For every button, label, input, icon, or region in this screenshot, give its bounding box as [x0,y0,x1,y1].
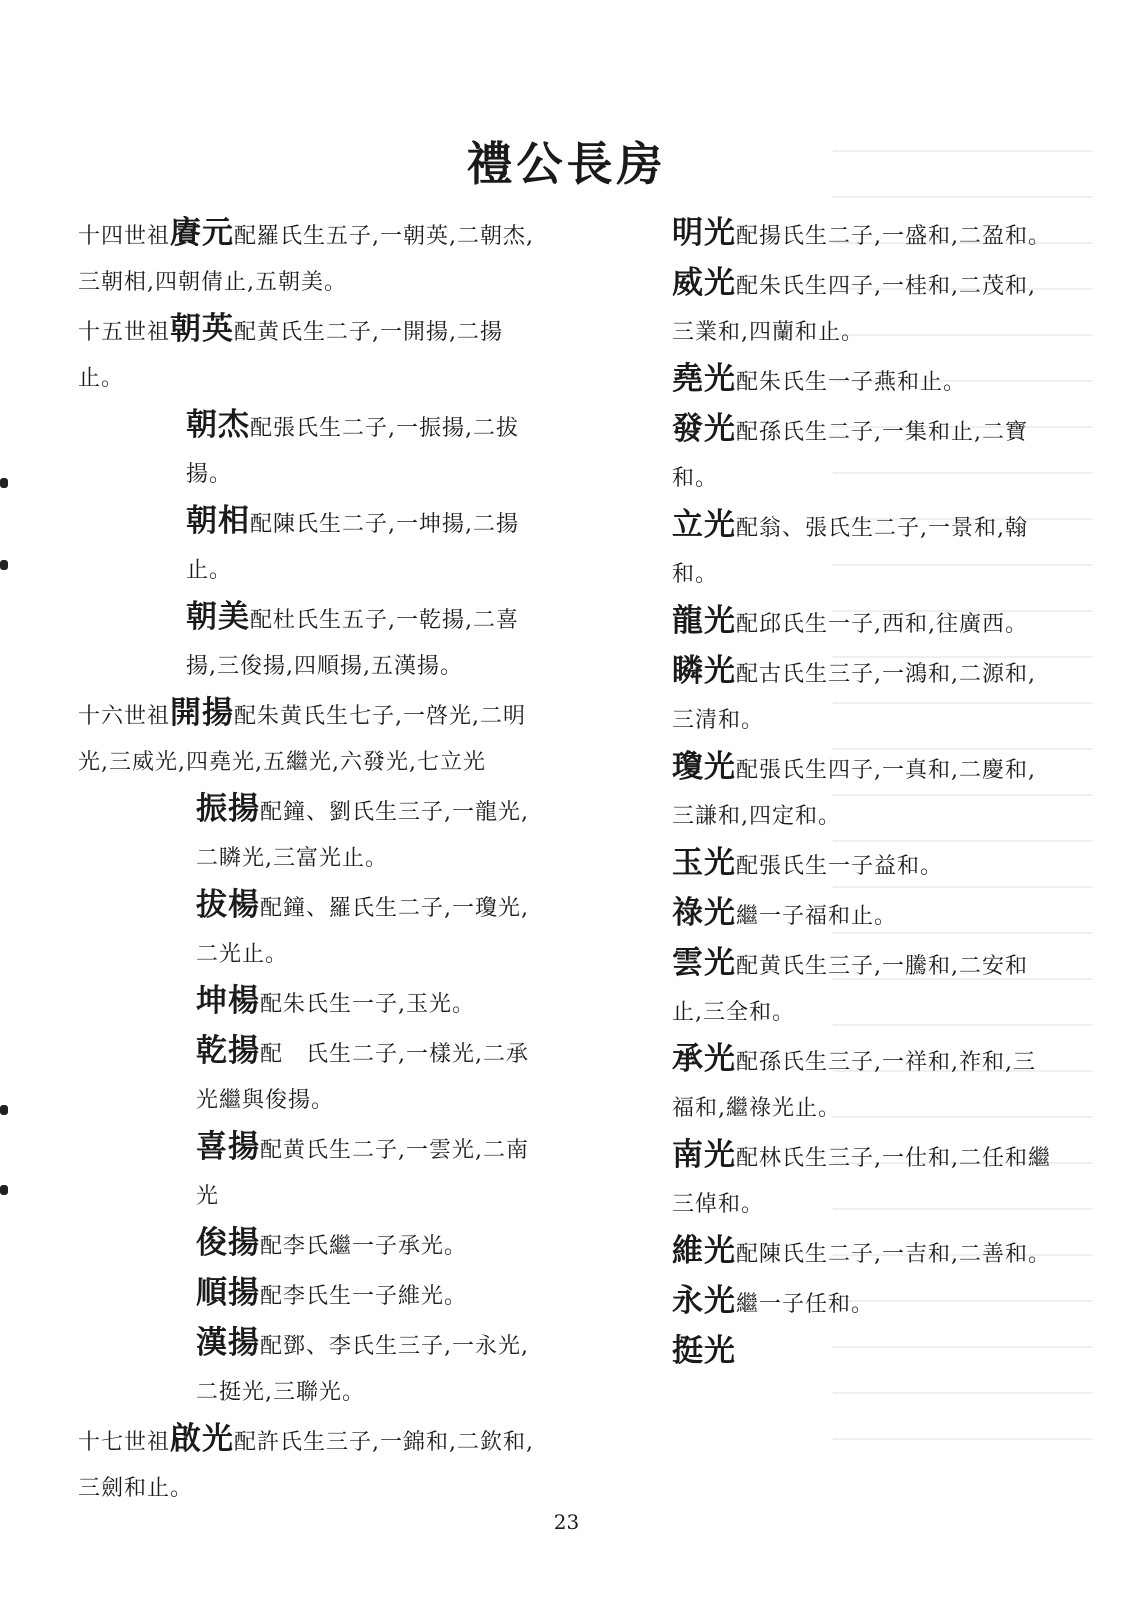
genealogy-entry [672,598,1052,648]
page-title: 禮公長房 [466,137,667,191]
genealogy-entry [672,210,1052,260]
person-name: 朝杰 [186,407,250,443]
generation-label: 十七世祖 [78,1430,171,1455]
entry-text: 配林氏生三子,一仕和,二任和繼三倬和。 [672,1146,1051,1217]
entry-text: 配張氏生一子益和。 [736,854,944,879]
entry-text: 配張氏生二子,一振揚,二拔揚。 [186,416,519,487]
entry-text: 繼一子福和止。 [736,904,898,929]
person-name: 乾揚 [196,1033,260,1069]
genealogy-entry [78,1124,548,1220]
genealogy-entry [672,406,1052,502]
person-name: 瓊光 [672,749,736,785]
person-name: 明光 [672,215,736,251]
genealogy-entry [78,498,548,594]
generation-label: 十四世祖 [78,224,171,249]
person-name: 永光 [672,1283,736,1319]
genealogy-entry [78,1416,548,1512]
genealogy-entry [672,1132,1052,1228]
entry-text: 配鐘、羅氏生二子,一瓊光,二光止。 [196,896,529,967]
person-name: 堯光 [672,361,736,397]
person-name: 瞵光 [672,653,736,689]
person-name: 振揚 [196,791,260,827]
person-name: 雲光 [672,945,736,981]
binding-mark [0,560,8,570]
genealogy-entry [672,890,1052,940]
genealogy-entry [78,210,548,306]
entry-text: 配鐘、劉氏生三子,一龍光,二瞵光,三富光止。 [196,800,529,871]
genealogy-entry [78,690,548,786]
genealogy-entry [78,978,548,1028]
genealogy-entry [672,840,1052,890]
person-name: 賡元 [170,215,235,251]
entry-text: 配孫氏生三子,一祥和,祚和,三福和,繼祿光止。 [672,1050,1036,1121]
entry-text: 配朱氏生四子,一桂和,二茂和,三業和,四蘭和止。 [672,274,1036,345]
genealogy-entry [672,356,1052,406]
genealogy-entry [78,1270,548,1320]
person-name: 龍光 [672,603,736,639]
entry-text: 配黄氏生二子,一雲光,二南光 [196,1138,529,1209]
genealogy-entry [672,744,1052,840]
genealogy-entry [78,594,548,690]
entry-text: 配鄧、李氏生三子,一永光,二挺光,三聯光。 [196,1334,529,1405]
genealogy-entry [78,402,548,498]
genealogy-entry [78,882,548,978]
genealogy-entry [672,502,1052,598]
entry-text: 配李氏生一子維光。 [260,1284,468,1309]
person-name: 朝英 [170,311,235,347]
person-name: 開揚 [170,695,235,731]
person-name: 漢揚 [196,1325,260,1361]
entry-text: 配 氏生二子,一樣光,二承光繼與俊揚。 [196,1042,529,1113]
genealogy-entry [672,1328,1052,1378]
entry-text: 配邱氏生一子,西和,往廣西。 [736,612,1028,637]
entry-text: 配揚氏生二子,一盛和,二盈和。 [736,224,1051,249]
person-name: 坤楊 [196,983,260,1019]
genealogy-entry [672,260,1052,356]
generation-label: 十五世祖 [78,320,171,345]
entry-text: 配陳氏生二子,一坤揚,二揚止。 [186,512,519,583]
genealogy-entry [78,1320,548,1416]
entry-text: 配許氏生三子,一錦和,二欽和,三劍和止。 [78,1430,534,1501]
genealogy-entry [672,1228,1052,1278]
binding-mark [0,1185,8,1195]
entry-text: 配孫氏生二子,一集和止,二寶和。 [672,420,1028,491]
person-name: 祿光 [672,895,736,931]
entry-text: 配李氏繼一子承光。 [260,1234,468,1259]
entry-text: 配羅氏生五子,一朝英,二朝杰,三朝相,四朝倩止,五朝美。 [78,224,534,295]
entry-text: 配張氏生四子,一真和,二慶和,三謙和,四定和。 [672,758,1036,829]
person-name: 朝相 [186,503,250,539]
entry-text: 配翁、張氏生二子,一景和,翰和。 [672,516,1028,587]
entry-text: 配黄氏生三子,一騰和,二安和止,三全和。 [672,954,1028,1025]
entry-text: 配朱氏生一子,玉光。 [260,992,475,1017]
right-column [672,210,1052,1378]
genealogy-entry [672,648,1052,744]
person-name: 承光 [672,1041,736,1077]
genealogy-entry [672,940,1052,1036]
entry-text: 配朱黄氏生七子,一啓光,二明光,三威光,四堯光,五繼光,六發光,七立光 [78,704,527,775]
entry-text: 配朱氏生一子燕和止。 [736,370,967,395]
person-name: 朝美 [186,599,250,635]
genealogy-entry [672,1278,1052,1328]
entry-text: 配黄氏生二子,一開揚,二揚止。 [78,320,504,391]
genealogy-entry [78,1220,548,1270]
genealogy-entry [672,1036,1052,1132]
person-name: 南光 [672,1137,736,1173]
binding-mark [0,1105,8,1115]
genealogy-entry [78,306,548,402]
entry-text: 配古氏生三子,一鴻和,二源和,三清和。 [672,662,1036,733]
entry-text: 配陳氏生二子,一吉和,二善和。 [736,1242,1051,1267]
generation-label: 十六世祖 [78,704,171,729]
entry-text: 配杜氏生五子,一乾揚,二喜揚,三俊揚,四順揚,五漢揚。 [186,608,519,679]
person-name: 喜揚 [196,1129,260,1165]
person-name: 維光 [672,1233,736,1269]
person-name: 順揚 [196,1275,260,1311]
page-number: 23 [553,1510,580,1534]
person-name: 挺光 [672,1333,736,1369]
person-name: 立光 [672,507,736,543]
genealogy-entry [78,1028,548,1124]
person-name: 玉光 [672,845,736,881]
entry-text: 繼一子任和。 [736,1292,875,1317]
person-name: 俊揚 [196,1225,260,1261]
person-name: 發光 [672,411,736,447]
person-name: 威光 [672,265,736,301]
person-name: 拔楊 [196,887,260,923]
binding-mark [0,478,8,488]
person-name: 啟光 [170,1421,235,1457]
genealogy-entry [78,786,548,882]
left-column [78,210,548,1512]
